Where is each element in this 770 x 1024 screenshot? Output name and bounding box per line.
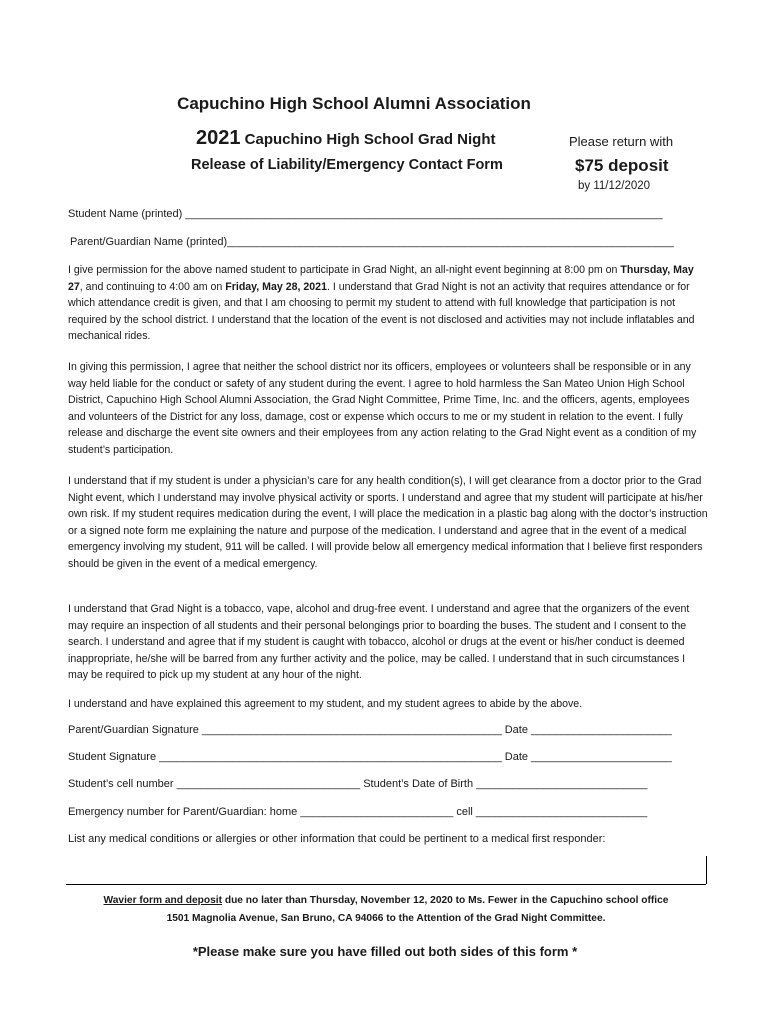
- return-note: Please return with: [569, 134, 674, 149]
- parent-signature-field[interactable]: Parent/Guardian Signature _________________________________________________ Date _______________________: [68, 724, 672, 736]
- paragraph-drug-free: I understand that Grad Night is a tobacco, vape, alcohol and drug-free event. I understand and agree that the organizers of the event may require an inspection of all students and their personal belongings prior to boarding the buses. The student and I consent to the search. I understand and agree that if my student is caught with tobacco, alcohol or drugs at the event or his/her conduct is deemed inappropriate, he/she will be barred from any further activity and the police, may be called. I understand that in such circumstances I may be required to pick up my student at any hour of the night.: [68, 603, 690, 682]
- event-title: [196, 127, 496, 150]
- p1-text-c: , and continuing to 4:00 am on: [79, 280, 226, 293]
- medical-conditions-input[interactable]: [66, 856, 706, 884]
- footer-underlined-text: Wavier form and deposit: [103, 895, 223, 906]
- parent-name-field[interactable]: Parent/Guardian Name (printed)_________________________________________________________________________: [70, 236, 674, 248]
- footer-address: 1501 Magnolia Avenue, San Bruno, CA 94066 to the Attention of the Grad Night Committee.: [166, 913, 606, 924]
- event-year: 2021: [196, 127, 241, 149]
- event-name: Capuchino High School Grad Night: [244, 131, 496, 148]
- footer-deadline-rest: due no later than Thursday, November 12, 2020 to Ms. Fewer in the Capuchino school office: [222, 895, 669, 906]
- deposit-amount: $75 deposit: [575, 156, 669, 175]
- paragraph-liability: In giving this permission, I agree that neither the school district nor its officers, employees or volunteers shall be responsible or in any way held liable for the conduct or safety of any student during the event. I agree to hold harmless the San Mateo Union High School District, Capuchino High School Alumni Association, the Grad Night Committee, Prime Time, Inc. and the officers, agents, employees and volunteers of the District for any loss, damage, cost or expense which occurs to me or my student in relation to the event. I fully release and discharge the event site owners and their employees from any action relating to the Grad Night event as a condition of my student’s participation.: [68, 361, 697, 456]
- both-sides-note: *Please make sure you have filled out both sides of this form *: [192, 944, 578, 959]
- medical-box-bottom-rule: [66, 884, 706, 885]
- cell-number-field[interactable]: Student’s cell number ______________________________ Student’s Date of Birth ____________________________: [68, 778, 648, 790]
- paragraph-agreement: I understand and have explained this agreement to my student, and my student agrees to abide by the above.: [68, 698, 583, 710]
- p1-text-a: I give permission for the above named student to participate in Grad Night, an all-night event beginning at 8:00 pm on: [68, 264, 621, 276]
- due-date: by 11/12/2020: [578, 180, 651, 192]
- student-signature-field[interactable]: Student Signature ________________________________________________________ Date _______________________: [68, 751, 672, 763]
- p1-date-end: Friday, May 28, 2021: [225, 280, 327, 293]
- p1-date-start: Thursday, May 27: [68, 264, 694, 293]
- medical-conditions-label: List any medical conditions or allergies or other information that could be pertinent to a medical first responder:: [68, 833, 606, 845]
- student-name-field[interactable]: Student Name (printed) ______________________________________________________________________________: [68, 208, 663, 220]
- association-title: Capuchino High School Alumni Association: [177, 94, 531, 113]
- p1-text-e: . I understand that Grad Night is not an activity that requires attendance or for which attendance credit is given, and that I am choosing to permit my student to attend with full knowledge that participation is not required by the school district. I understand that the location of the event is not disclosed and activities may not include inflatables and mechanical rides.: [68, 280, 695, 343]
- emergency-number-field[interactable]: Emergency number for Parent/Guardian: home _________________________ cell ____________________________: [68, 806, 648, 818]
- paragraph-permission: [68, 262, 708, 345]
- footer-deadline: [66, 895, 706, 906]
- form-title: Release of Liability/Emergency Contact Form: [191, 157, 503, 173]
- paragraph-medical: I understand that if my student is under a physician’s care for any health condition(s), I will get clearance from a doctor prior to the Grad Night event, which I understand may involve physical activity or sports. I understand and agree that my student will participate at his/her own risk. If my student requires medication during the event, I will place the medication in a plastic bag along with the doctor’s instruction or a signed note form me explaining the nature and purpose of the medication. I understand and agree that in the event of a medical emergency involving my student, 911 will be called. I will provide below all emergency medical information that I believe first responders should be given in the event of a medical emergency.: [68, 475, 708, 570]
- medical-box-right-edge: [706, 856, 707, 884]
